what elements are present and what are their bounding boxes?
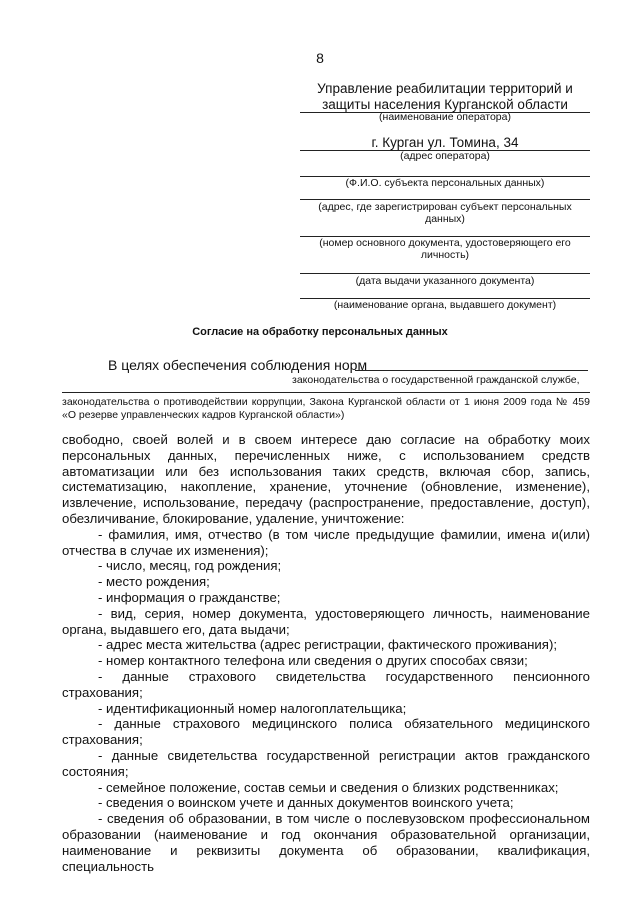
- page-number: 8: [316, 50, 324, 66]
- list-item: - число, месяц, год рождения;: [98, 558, 282, 574]
- reg-address-caption-line1: (адрес, где зарегистрирован субъект персональных: [318, 201, 572, 213]
- list-item: - данные страхового медицинского полиса обязательного медицинского страхования;: [62, 716, 590, 748]
- operator-address: г. Курган ул. Томина, 34: [371, 135, 519, 150]
- doc-date-caption: (дата выдачи указанного документа): [355, 275, 535, 287]
- list-item: - вид, серия, номер документа, удостоверяющего личность, наименование органа, выдавшего его, дата выдачи;: [62, 605, 590, 637]
- reg-address-field-rule[interactable]: [300, 199, 590, 200]
- consent-body: [62, 432, 590, 874]
- law-reference-tail: законодательства о государственной гражданской службе,: [292, 374, 580, 386]
- issuer-caption: (наименование органа, выдавшего документ): [333, 299, 557, 311]
- list-item: - место рождения;: [98, 574, 210, 590]
- list-item: - адрес места жительства (адрес регистрации, фактического проживания);: [98, 637, 557, 653]
- list-item: - информация о гражданстве;: [98, 589, 281, 605]
- purpose-field-rule[interactable]: [355, 370, 588, 371]
- list-item: - фамилия, имя, отчество (в том числе предыдущие фамилии, имена и(или) отчества в случае их изменения);: [62, 526, 590, 558]
- law-reference-rule: [62, 392, 590, 393]
- operator-address-caption: (адрес оператора): [400, 150, 490, 162]
- operator-name-line2: защиты населения Курганской области: [322, 97, 568, 112]
- list-item: - семейное положение, состав семьи и сведения о близких родственниках;: [98, 779, 559, 795]
- list-item: - идентификационный номер налогоплательщика;: [98, 700, 407, 716]
- law-reference-body: законодательства о противодействии коррупции, Закона Курганской области от 1 июня 2009 года № 459 «О резерве управленческих кадров Курганской области»): [62, 396, 590, 421]
- list-item: - данные свидетельства государственной регистрации актов гражданского состояния;: [62, 747, 590, 779]
- doc-number-caption-line2: личность): [420, 249, 470, 261]
- operator-name-line1: Управление реабилитации территорий и: [317, 81, 573, 96]
- list-item: - сведения об образовании, в том числе о послевузовском профессиональном образовании (наименование и год окончания образовательной организации, наименование и реквизиты документа об образовании, квалификация, специальность: [62, 811, 590, 874]
- list-item: - сведения о воинском учете и данных документов воинского учета;: [98, 795, 514, 811]
- reg-address-caption-line2: данных): [425, 213, 465, 225]
- doc-date-field-rule[interactable]: [300, 273, 590, 274]
- consent-title: Согласие на обработку персональных данных: [192, 326, 448, 338]
- consent-paragraph: свободно, своей волей и в своем интересе даю согласие на обработку моих персональных данных, перечисленных ниже, с использованием средств автоматизации или без использования таких средств, включая сбор, запись, систематизацию, накопление, хранение, уточнение (обновление, изменение), извлечение, использование, передачу (распространение, предоставление, доступ), обезличивание, блокирование, удаление, уничтожение:: [62, 432, 590, 526]
- list-item: - данные страхового свидетельства государственного пенсионного страхования;: [62, 668, 590, 700]
- operator-name-caption: (наименование оператора): [379, 111, 511, 123]
- purpose-intro: В целях обеспечения соблюдения норм: [108, 357, 368, 373]
- doc-number-caption-line1: (номер основного документа, удостоверяющего его: [319, 237, 571, 249]
- list-item: - номер контактного телефона или сведения о других способах связи;: [98, 653, 528, 669]
- fio-caption: (Ф.И.О. субъекта персональных данных): [345, 177, 545, 189]
